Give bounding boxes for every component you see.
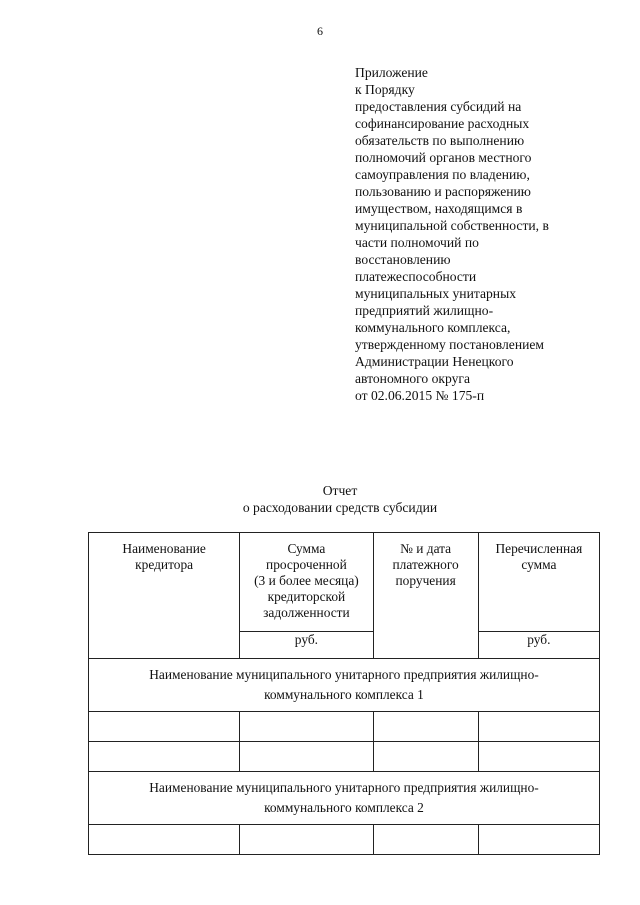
header-text: (3 и более месяца) xyxy=(254,573,359,588)
header-text: кредитора xyxy=(135,557,194,572)
section-line: Наименование муниципального унитарного предприятия жилищно- xyxy=(149,780,539,795)
appendix-line: софинансирование расходных xyxy=(355,116,530,131)
table-row xyxy=(89,712,600,742)
appendix-line: автономного округа xyxy=(355,371,471,386)
appendix-line: самоуправления по владению, xyxy=(355,167,530,182)
appendix-line: муниципальных унитарных xyxy=(355,286,517,301)
page-number: 6 xyxy=(317,24,323,38)
appendix-line: от 02.06.2015 № 175-п xyxy=(355,388,485,403)
report-title: Отчет xyxy=(322,483,358,498)
table-cell xyxy=(240,742,373,772)
table-cell xyxy=(478,712,599,742)
appendix-line: Администрации Ненецкого xyxy=(355,354,514,369)
section-line: коммунального комплекса 1 xyxy=(264,687,424,702)
appendix-line: коммунального комплекса, xyxy=(355,320,511,335)
appendix-line: полномочий органов местного xyxy=(355,150,532,165)
table-cell xyxy=(89,742,240,772)
section-line: коммунального комплекса 2 xyxy=(264,800,424,815)
table-cell xyxy=(240,712,373,742)
table-row xyxy=(89,742,600,772)
section-row xyxy=(89,772,600,825)
appendix-line: муниципальной собственности, в xyxy=(355,218,549,233)
appendix-line: Приложение xyxy=(355,65,428,80)
header-text: поручения xyxy=(395,573,456,588)
report-heading xyxy=(0,482,640,516)
header-text: сумма xyxy=(521,557,557,572)
appendix-line: имуществом, находящимся в xyxy=(355,201,523,216)
header-text: Сумма xyxy=(287,541,326,556)
appendix-line: пользованию и распоряжению xyxy=(355,184,531,199)
table-cell xyxy=(373,712,478,742)
header-text: Наименование xyxy=(122,541,206,556)
header-overdue-amount xyxy=(240,533,373,632)
header-row xyxy=(89,533,600,632)
header-text: № и дата xyxy=(400,541,452,556)
header-text: задолженности xyxy=(263,605,350,620)
section-title xyxy=(89,772,600,825)
header-text: Перечисленная xyxy=(495,541,583,556)
table-cell xyxy=(89,825,240,855)
table-row xyxy=(89,825,600,855)
appendix-line: предприятий жилищно- xyxy=(355,303,494,318)
appendix-line: платежеспособности xyxy=(355,269,477,284)
section-title xyxy=(89,659,600,712)
appendix-block xyxy=(355,64,595,404)
header-text: кредиторской xyxy=(267,589,346,604)
section-row xyxy=(89,659,600,712)
unit-cell: руб. xyxy=(478,632,599,659)
table-cell xyxy=(478,825,599,855)
appendix-line: утвержденному постановлением xyxy=(355,337,545,352)
appendix-line: предоставления субсидий на xyxy=(355,99,522,114)
table-cell xyxy=(240,825,373,855)
report-subtitle: о расходовании средств субсидии xyxy=(242,500,438,515)
table-cell xyxy=(373,742,478,772)
section-line: Наименование муниципального унитарного предприятия жилищно- xyxy=(149,667,539,682)
appendix-line: восстановлению xyxy=(355,252,451,267)
table-cell xyxy=(89,712,240,742)
header-payment-order xyxy=(373,533,478,659)
header-creditor-name xyxy=(89,533,240,659)
header-text: просроченной xyxy=(266,557,347,572)
report-table xyxy=(88,532,600,855)
appendix-line: к Порядку xyxy=(355,82,415,97)
table-cell xyxy=(373,825,478,855)
unit-cell: руб. xyxy=(240,632,373,659)
header-text: платежного xyxy=(392,557,459,572)
appendix-line: части полномочий по xyxy=(355,235,479,250)
header-transferred-amount xyxy=(478,533,599,632)
table-cell xyxy=(478,742,599,772)
appendix-line: обязательств по выполнению xyxy=(355,133,525,148)
